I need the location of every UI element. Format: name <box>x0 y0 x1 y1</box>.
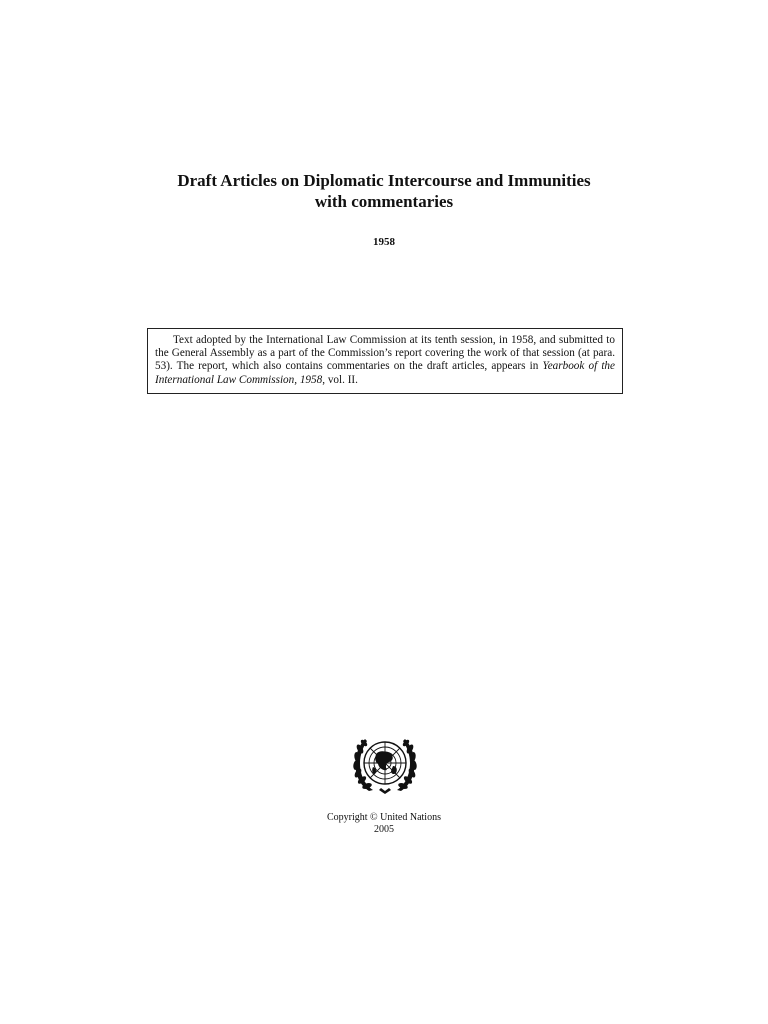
adoption-note-box <box>147 328 623 394</box>
copyright-text: Copyright © United Nations <box>327 812 441 823</box>
document-title <box>0 170 768 212</box>
note-text-after: , vol. II. <box>322 373 358 386</box>
document-year: 1958 <box>373 236 395 248</box>
copyright-year: 2005 <box>374 824 394 835</box>
yearbook-citation: Yearbook of the International Law Commission, 1958 <box>155 360 615 386</box>
title-line-2: with commentaries <box>314 192 454 211</box>
copyright-block <box>0 812 768 836</box>
united-nations-emblem-icon <box>349 733 421 797</box>
note-text-before: Text adopted by the International Law Commission at its tenth session, in 1958, and submitted to the General Assembly as a part of the Commission’s report covering the work of that session (at para. 53). The report, which also contains commentaries on the draft articles, appears in <box>155 334 615 373</box>
title-line-1: Draft Articles on Diplomatic Intercourse and Immunities <box>177 171 591 190</box>
adoption-note-text <box>155 334 615 387</box>
